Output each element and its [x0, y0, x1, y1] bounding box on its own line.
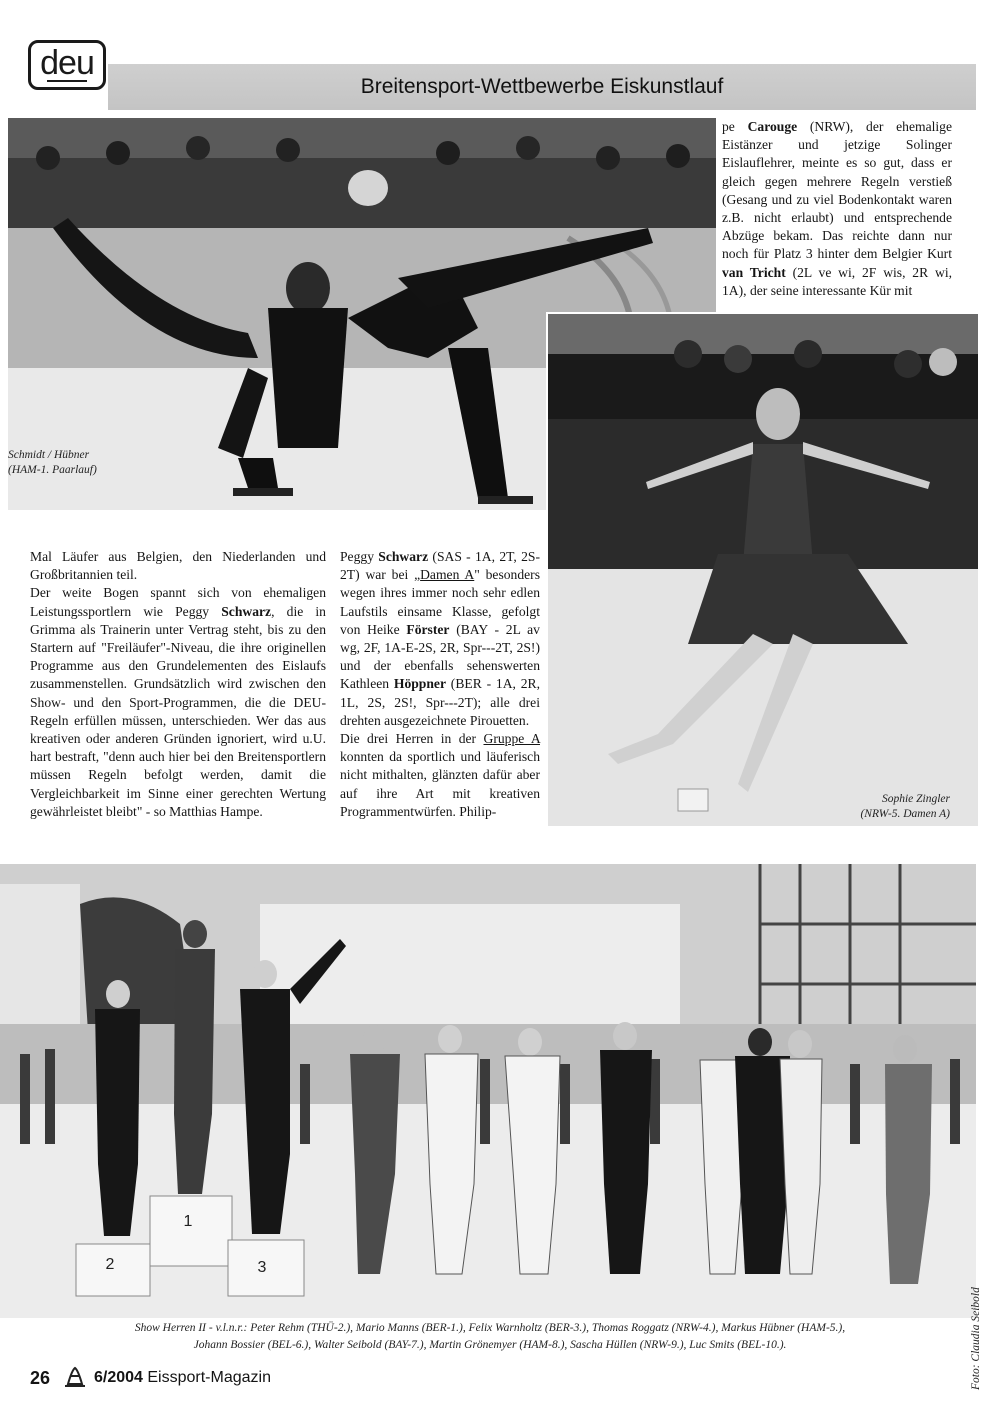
photo3-caption-line2: Johann Bossier (BEL-6.), Walter Seibold (BAY-7.), Martin Grönemyer (HAM-8.), Sascha Hüllen (NRW-9.), Luc Smits (BEL-10.). — [193, 1339, 787, 1351]
podium-number-second: 2 — [105, 1256, 115, 1273]
category-damen-a: Damen A — [420, 567, 475, 583]
paragraph: Mal Läufer aus Belgien, den Niederlanden und Großbritannien teil. — [30, 549, 326, 583]
name-schwarz: Schwarz — [221, 603, 272, 619]
name-carouge: Carouge — [747, 119, 798, 134]
page-footer — [30, 1366, 430, 1390]
text-column-left — [30, 548, 326, 821]
text-run: Der weite Bogen spannt sich von ehemaligen Leistungssportlern wie Peggy — [30, 585, 326, 619]
podium-number-third: 3 — [257, 1259, 267, 1276]
paragraph — [722, 118, 952, 300]
photo3-caption-line1: Show Herren II - v.l.n.r.: Peter Rehm (THÜ-2.), Mario Manns (BER-1.), Felix Warnholtz (BER-3.), Thomas Roggatz (NRW-4.), Markus Hübner (HAM-5.), — [134, 1322, 846, 1334]
photo2-caption — [790, 792, 950, 822]
text-run: (SAS - 1A, 2T, 2S-2T) war bei „ — [340, 549, 540, 583]
text-run: (BER - 1A, 2R, 1L, 2S, 2S!, Spr---2T); alle drei drehten ausgezeichnete Pirouetten. — [340, 676, 540, 728]
podium-number-first: 1 — [183, 1213, 193, 1230]
magazine-name: Eissport-Magazin — [142, 1369, 271, 1386]
photo2-caption-name: Sophie Zingler — [881, 793, 950, 805]
photo3-caption — [30, 1320, 950, 1354]
magazine-emblem-icon — [62, 1364, 88, 1390]
page-number: 26 — [30, 1368, 51, 1388]
logo-underline — [47, 80, 87, 90]
photo-credit: Foto: Claudia Seibold — [970, 1287, 982, 1390]
text-run: (2L ve wi, 2F wis, 2R wi, 1A), der seine interessante Kür mit — [722, 264, 952, 298]
paragraph — [340, 730, 540, 821]
photo1-caption-names: Schmidt / Hübner — [8, 449, 90, 461]
paragraph — [30, 584, 326, 821]
solo-skater-illustration — [548, 314, 978, 826]
issue-number: 6/2004 — [94, 1369, 143, 1386]
name-van-tricht: van Tricht — [722, 264, 786, 280]
text-run: (BAY - 2L av wg, 2F, 1A-E-2S, 2R, Spr---2T, 2S!) und der ebenfalls sehenswerten Kathleen — [340, 621, 540, 692]
text-run: konnten da sportlich und läuferisch nicht mithalten, glänzten dafür aber auf ihre Art mit kreativen Programmentwürfen. Philip- — [340, 749, 540, 819]
name-hoeppner: Höppner — [393, 676, 446, 692]
text-column-middle — [340, 548, 540, 821]
text-run: Peggy — [340, 549, 379, 564]
photo-podium-ceremony — [0, 864, 976, 1318]
photo1-caption-result: (HAM-1. Paarlauf) — [8, 464, 97, 476]
text-run: (NRW), der ehemalige Eistänzer und jetzige Solinger Eislauflehrer, meinte es so gut, dass er gleich gegen mehrere Regeln verstieß (Gesang und zu viel Bodenkontakt waren z.B. nicht erlaubt) und entsprechende Abzüge bekam. Das reichte dann nur noch für Platz 3 hinter dem Belgier Kurt — [722, 119, 953, 262]
text-run: , die in Grimma als Trainerin unter Vertrag steht, bis zu den Startern auf "Freiläufer"-Niveau, die ihre originellen Programme aus den Grundelementen des Eislaufs zusammenstellen. Grundsätzlich wird zwischen den Show- und den Sport-Programmen, die die DEU-Regeln erfüllen müssen, unterschieden. Wer das aus kreativen oder anderen Gründen ignoriert, wird u.U. hart bestraft, "denn auch hier bei den Breitensportlern müssen Regeln befolgt werden, damit die Vergleichbarkeit im Sinne einer gerechten Wertung gewährleistet bleibt" - so Matthias Hampe. — [30, 603, 326, 819]
name-foerster: Förster — [406, 621, 450, 637]
deu-logo — [28, 40, 106, 90]
text-column-right — [722, 118, 952, 300]
name-schwarz: Schwarz — [378, 549, 429, 564]
text-run: pe — [722, 119, 748, 134]
photo2-caption-result: (NRW-5. Damen A) — [860, 808, 950, 820]
photo-solo-skater — [546, 312, 978, 826]
photo1-caption — [8, 448, 158, 478]
podium-illustration — [0, 864, 976, 1318]
page-title: Breitensport-Wettbewerbe Eiskunstlauf — [360, 75, 724, 98]
logo-text: deu — [40, 44, 94, 82]
paragraph — [340, 548, 540, 730]
category-gruppe-a: Gruppe A — [483, 731, 540, 747]
text-run: Die drei Herren in der — [340, 731, 484, 747]
text-run: " besonders wegen ihres immer noch sehr edlen Laufstils einsame Klasse, gefolgt von Heike — [340, 567, 540, 637]
issue-label — [94, 1366, 271, 1390]
